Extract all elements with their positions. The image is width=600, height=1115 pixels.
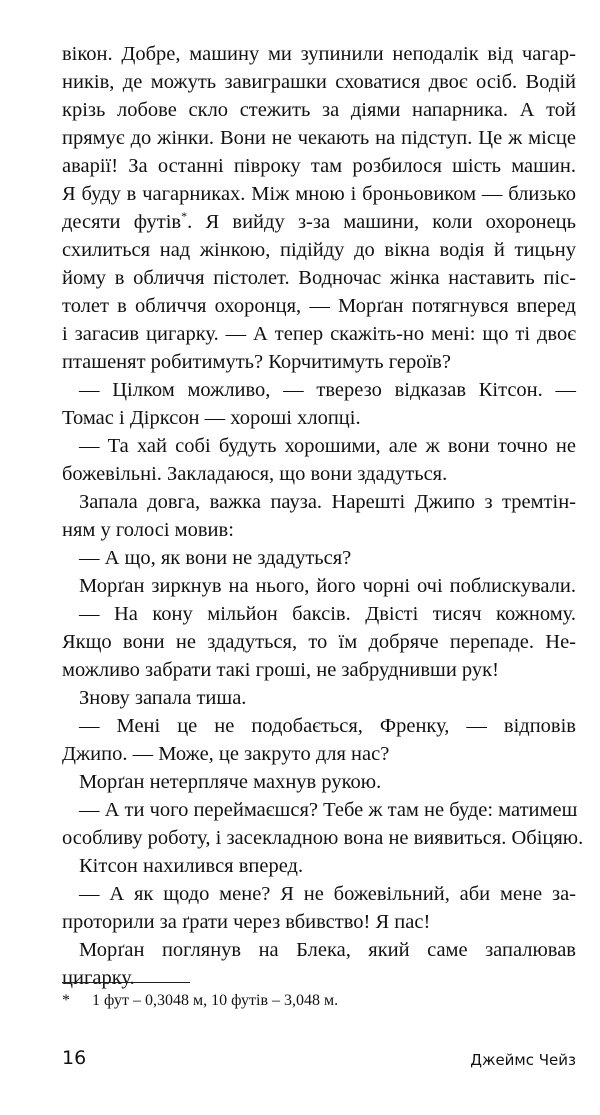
text-line: особливу роботу, і засекладною вона не виявиться. Обіцяю. [62, 827, 584, 849]
text-fragment: . Я вийду з-за машини, коли охоронець [187, 211, 577, 233]
footnote-marker: * [181, 209, 188, 223]
text-line: Запала довга, важка пауза. Нарешті Джипо з тремтін- [79, 491, 576, 513]
text-line: — А ти чого переймаєшся? Тебе ж там не буде: матимеш [79, 799, 578, 821]
text-line: Томас і Дірксон — хороші хлопці. [62, 407, 361, 429]
text-line: можливо забрати такі гроші, не забруднивши рук! [62, 659, 499, 681]
text-line: Морґан зиркнув на нього, його чорні очі поблискували. [79, 575, 576, 597]
text-line: ням у голосі мовив: [62, 519, 234, 541]
text-line: — На кону мільйон баксів. Двісті тисяч кожному. [79, 603, 576, 625]
text-line: проторили за ґрати через вбивство! Я пас! [62, 911, 431, 933]
footnote-text: 1 фут – 0,3048 м, 10 футів – 3,048 м. [92, 992, 339, 1009]
text-line: вікон. Добре, машину ми зупинили неподалік від чагар- [62, 43, 576, 65]
text-line: Знову запала тиша. [79, 687, 247, 709]
text-line: Кітсон нахилився вперед. [79, 855, 304, 877]
text-line: — Мені це не подобається, Френку, — відповів [79, 715, 576, 737]
text-fragment: десяти футів [62, 211, 182, 233]
text-line: — Та хай собі будуть хорошими, але ж вони точно не [79, 435, 576, 457]
text-line: крізь лобове скло стежить за діями напарника. А той [62, 99, 576, 121]
footnote-divider [62, 982, 190, 983]
footnote-mark: * [62, 992, 70, 1009]
text-line: — А що, як вони не здадуться? [79, 547, 352, 569]
text-line-with-footnote [62, 208, 576, 236]
text-line: Джипо. — Може, це закрутo для нас? [62, 743, 390, 765]
text-line: Я буду в чагарниках. Між мною і броньовиком — близько [62, 183, 576, 205]
text-line: цигарку. [62, 967, 135, 989]
text-line: божевільні. Закладаюся, що вони здадуться. [62, 463, 448, 485]
running-head-author: Джеймс Чейз [470, 1051, 576, 1069]
text-line: і загасив цигарку. — А тепер скажіть-но мені: що ті двоє [62, 323, 576, 345]
text-line: аварії! За останні півроку там розбилося шість машин. [62, 155, 576, 177]
footnote [62, 990, 338, 1012]
text-line: прямує до жінки. Вони не чекають на підступ. Це ж місце [62, 127, 576, 149]
text-line: Морґан поглянув на Блека, який саме запалював [79, 939, 576, 961]
text-line: ників, де можуть завиграшки сховатися двоє осіб. Водій [62, 71, 576, 93]
text-line: йому в обличчя пістолет. Водночас жінка наставить піс- [62, 267, 576, 289]
text-line: пташенят робитимуть? Корчитимуть героїв? [62, 351, 451, 373]
text-line: Морґан нетерпляче махнув рукою. [79, 771, 382, 793]
page-number: 16 [62, 1047, 87, 1069]
text-line: — А як щодо мене? Я не божевільний, аби мене за- [79, 883, 576, 905]
text-line: Якщо вони не здадуться, то їм добряче перепаде. Не- [62, 631, 576, 653]
text-line: схилиться над жінкою, підійду до вікна водія й тицьну [62, 239, 576, 261]
body-text [62, 40, 584, 992]
text-line: толет в обличчя охоронця, — Морґан потягнувся вперед [62, 295, 576, 317]
text-line: — Цілком можливо, — тверезо відказав Кітсон. — [79, 379, 576, 401]
